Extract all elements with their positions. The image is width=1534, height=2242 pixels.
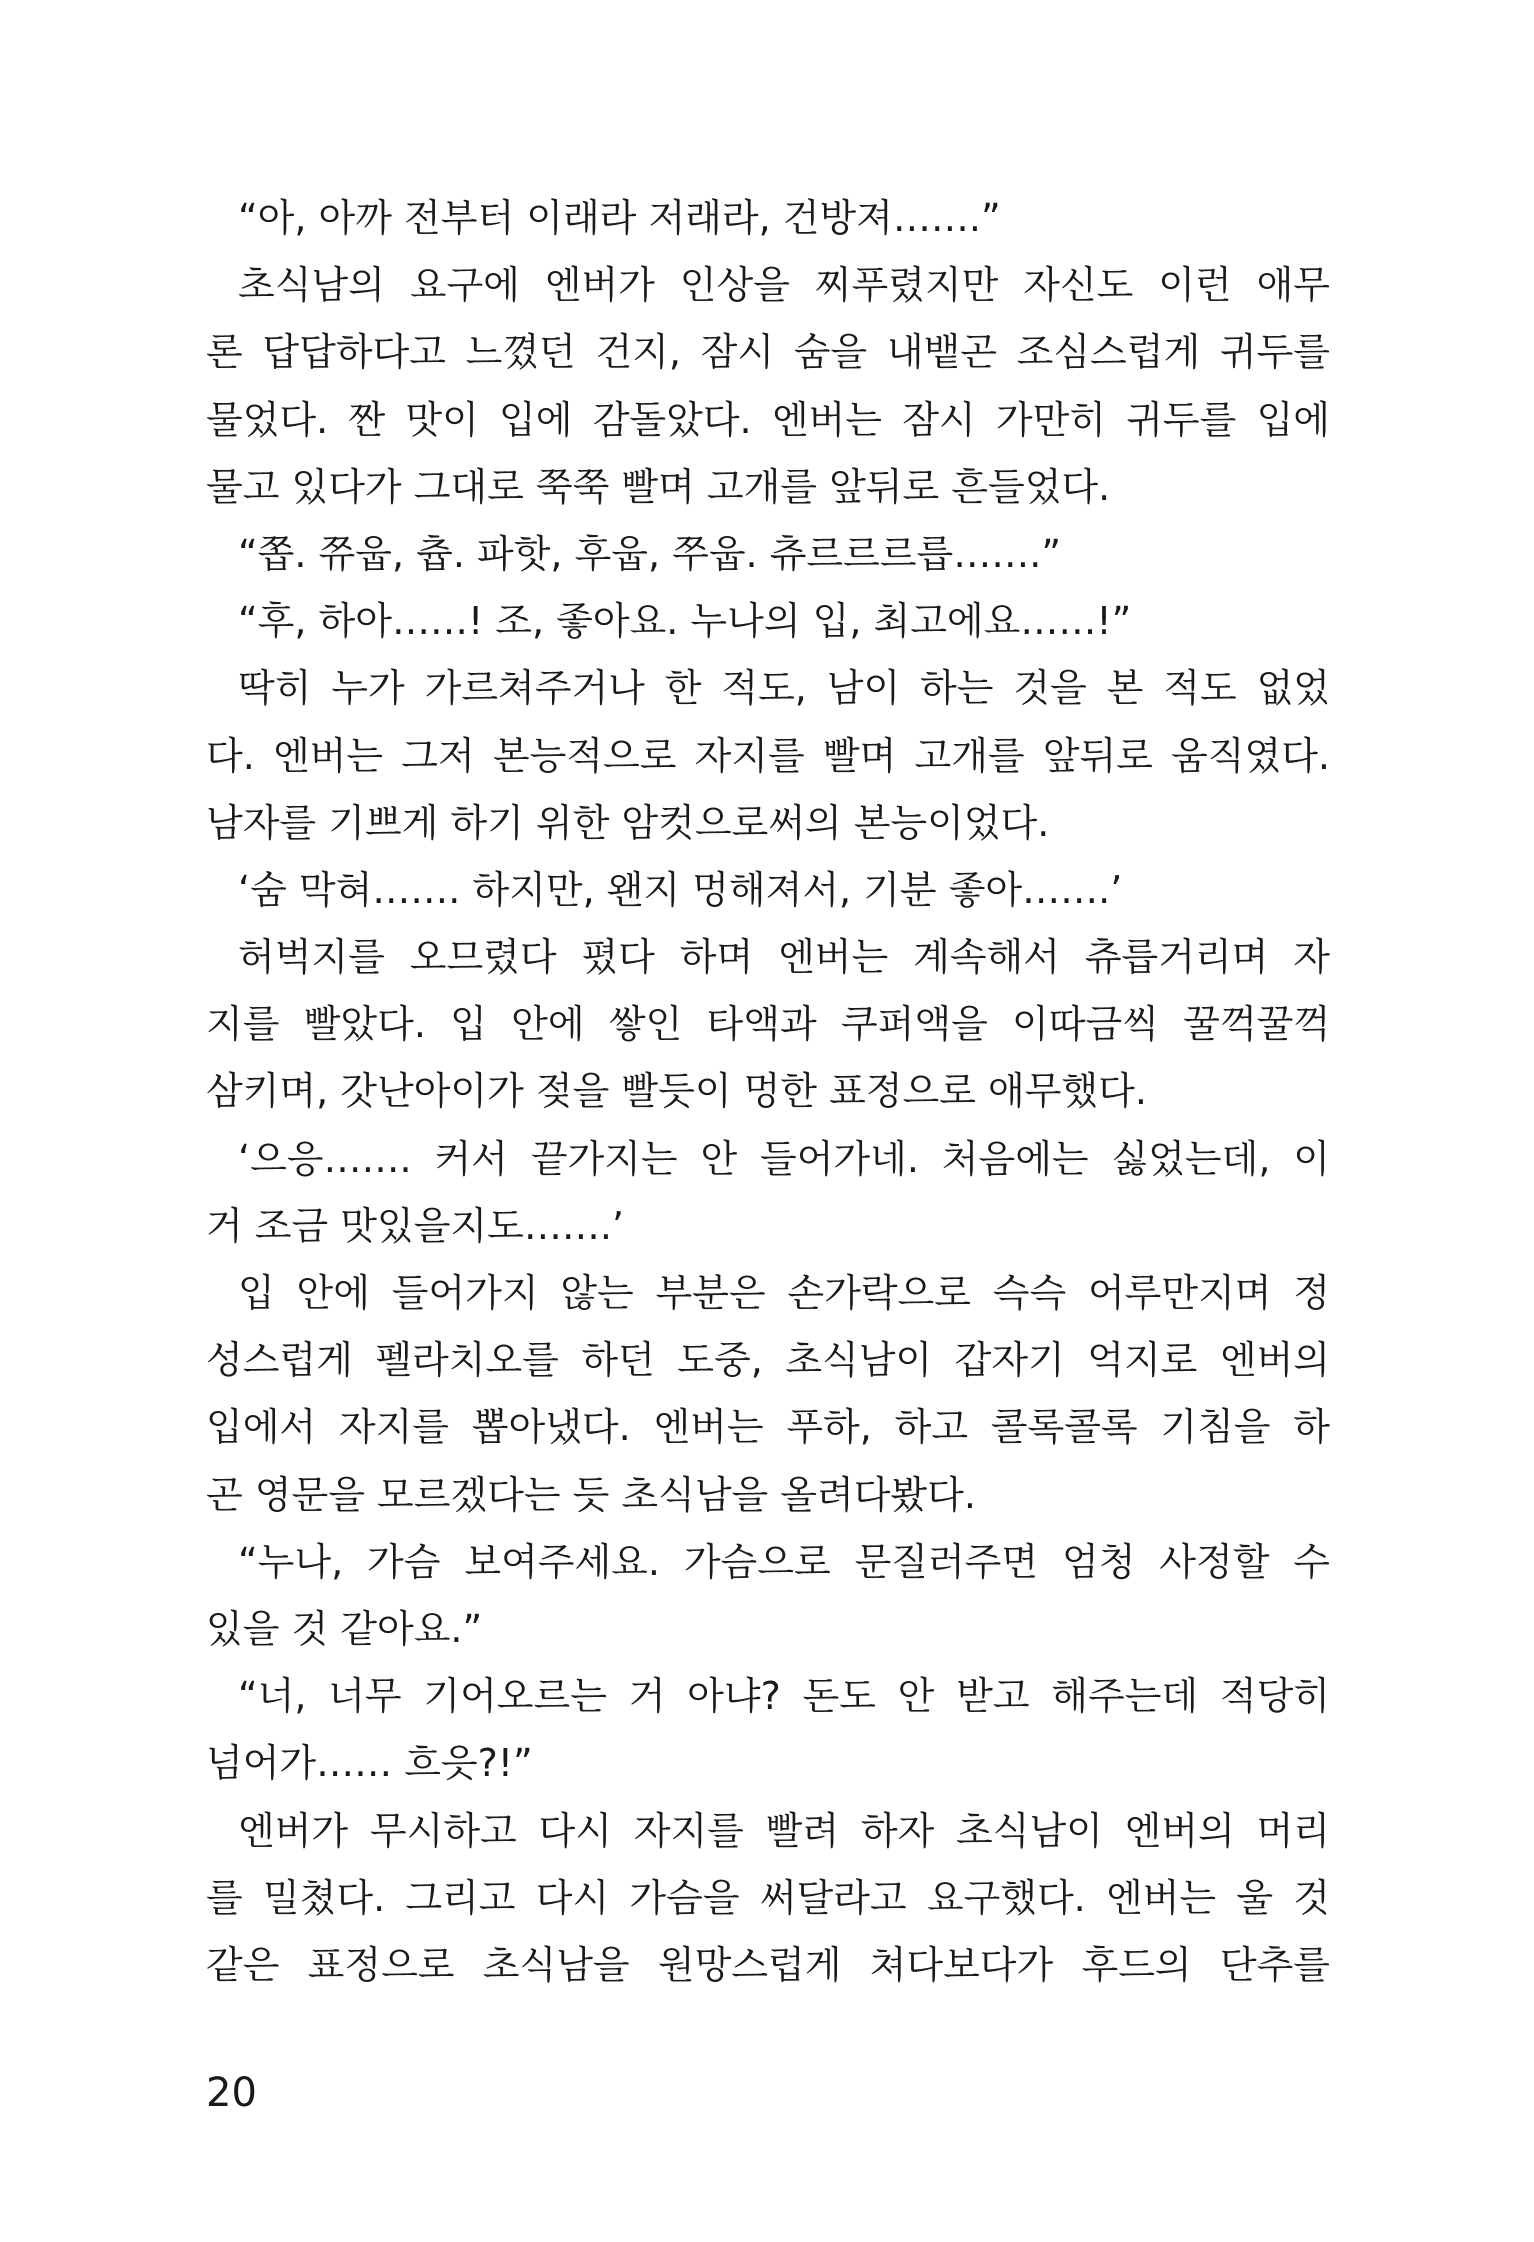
body-text <box>206 185 1330 1999</box>
text-line: “너, 너무 기어오르는 거 아냐? 돈도 안 받고 해주는데 적당히 <box>238 1674 1330 1719</box>
text-line: 초식남의 요구에 엔버가 인상을 찌푸렸지만 자신도 이런 애무 <box>238 263 1330 308</box>
text-line: 물었다. 짠 맛이 입에 감돌았다. 엔버는 잠시 가만히 귀두를 입에 <box>206 397 1330 442</box>
text-line: 다. 엔버는 그저 본능적으로 자지를 빨며 고개를 앞뒤로 움직였다. <box>206 733 1330 778</box>
text-line: 입 안에 들어가지 않는 부분은 손가락으로 슥슥 어루만지며 정 <box>238 1271 1330 1315</box>
text-line: 론 답답하다고 느꼈던 건지, 잠시 숨을 내뱉곤 조심스럽게 귀두를 <box>206 330 1330 375</box>
text-line: “아, 아까 전부터 이래라 저래라, 건방져…….” <box>238 196 1001 240</box>
page-number: 20 <box>206 2070 257 2116</box>
text-line: “쫍. 쮸웁, 츕. 파핫, 후웁, 쭈웁. 츄르르르릅…….” <box>238 531 1062 576</box>
text-line: “후, 하아……! 조, 좋아요. 누나의 입, 최고에요……!” <box>238 599 1132 644</box>
text-line: 엔버가 무시하고 다시 자지를 빨려 하자 초식남이 엔버의 머리 <box>238 1808 1330 1853</box>
text-line: “누나, 가슴 보여주세요. 가슴으로 문질러주면 엄청 사정할 수 <box>238 1539 1330 1584</box>
text-line: 입에서 자지를 뽑아냈다. 엔버는 푸하, 하고 콜록콜록 기침을 하 <box>206 1405 1330 1450</box>
text-line: 거 조금 맛있을지도…….’ <box>206 1203 624 1248</box>
text-line: 물고 있다가 그대로 쭉쭉 빨며 고개를 앞뒤로 흔들었다. <box>206 464 1111 509</box>
text-line: 같은 표정으로 초식남을 원망스럽게 쳐다보다가 후드의 단추를 <box>206 1942 1330 1987</box>
text-line: 딱히 누가 가르쳐주거나 한 적도, 남이 하는 것을 본 적도 없었 <box>238 666 1330 711</box>
text-line: 를 밀쳤다. 그리고 다시 가슴을 써달라고 요구했다. 엔버는 울 것 <box>206 1875 1330 1920</box>
text-line: 허벅지를 오므렸다 폈다 하며 엔버는 계속해서 츄릅거리며 자 <box>238 935 1330 980</box>
text-line: ‘숨 막혀……. 하지만, 왠지 멍해져서, 기분 좋아…….’ <box>238 867 1123 912</box>
text-line: ‘으응……. 커서 끝가지는 안 들어가네. 처음에는 싫었는데, 이 <box>238 1136 1330 1181</box>
text-line: 넘어가…… 흐읏?!” <box>206 1741 533 1786</box>
text-line: 성스럽게 펠라치오를 하던 도중, 초식남이 갑자기 억지로 엔버의 <box>206 1338 1330 1383</box>
text-line: 삼키며, 갓난아이가 젖을 빨듯이 멍한 표정으로 애무했다. <box>206 1069 1147 1114</box>
text-line: 있을 것 같아요.” <box>206 1606 483 1651</box>
text-line: 곤 영문을 모르겠다는 듯 초식남을 올려다봤다. <box>206 1472 976 1517</box>
text-line: 지를 빨았다. 입 안에 쌓인 타액과 쿠퍼액을 이따금씩 꿀꺽꿀꺽 <box>206 1002 1330 1047</box>
text-line: 남자를 기쁘게 하기 위한 암컷으로써의 본능이었다. <box>206 800 1050 845</box>
